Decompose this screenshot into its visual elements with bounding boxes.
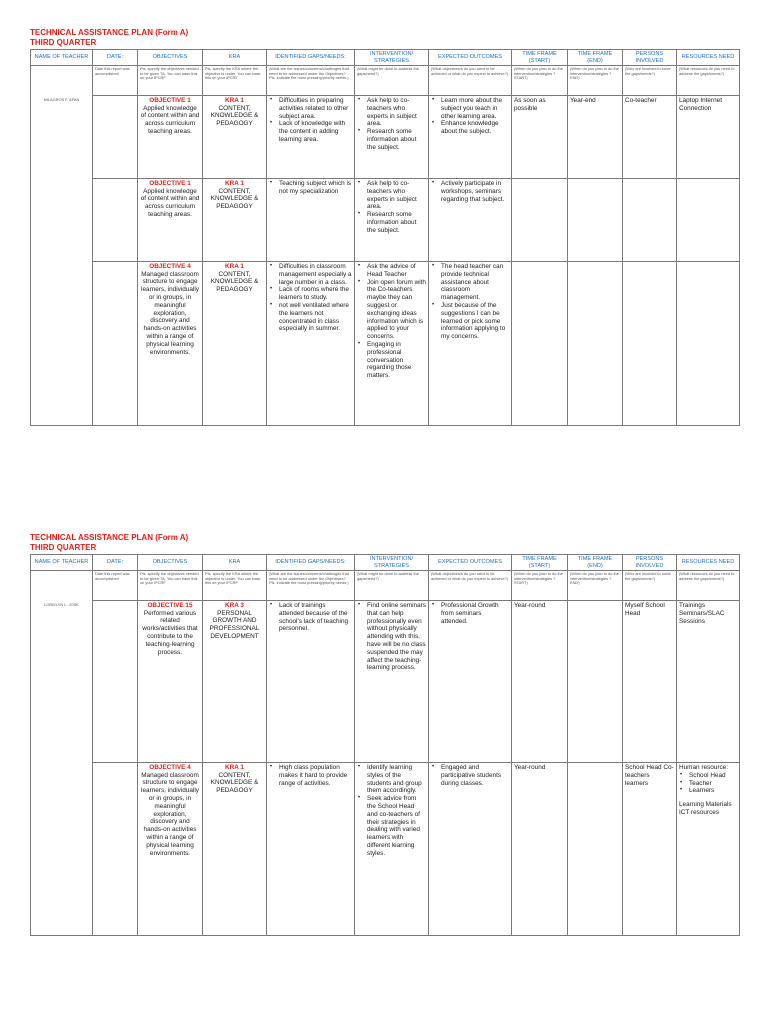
- desc-outcomes: (What objectives/s do you want to be achieved or what do you expect to achieve?): [429, 571, 512, 601]
- outcome-item: • Actively participate in workshops, seminars regarding that subject.: [441, 180, 509, 203]
- plan-table-2: [30, 554, 740, 936]
- header-persons: PERSONS INVOLVED: [623, 50, 677, 66]
- resources-cell: [677, 179, 740, 262]
- objective-title: OBJECTIVE 4: [149, 263, 191, 270]
- resources-cell: [677, 601, 740, 763]
- plan-quarter: THIRD QUARTER: [30, 38, 97, 47]
- header-resources: RESOURCES NEED: [677, 555, 740, 571]
- desc-gaps: (What are the issues/concerns/challenges that need to be addressed under the Objectives? Pls. indicate the most pressing/priority needs.): [267, 66, 355, 96]
- intervention-cell: [355, 179, 429, 262]
- intervention-item: • Ask help to co-teachers who experts in subject area.: [367, 180, 426, 211]
- header-kra: KRA: [203, 50, 267, 66]
- intervention-cell: [355, 601, 429, 763]
- header-gaps: IDENTIFIED GAPS/NEEDS:: [267, 50, 355, 66]
- objective-cell: [138, 96, 203, 179]
- end-value: Year-end: [570, 97, 596, 104]
- header-end: TIME FRAME (END): [568, 50, 623, 66]
- kra-cell: [203, 763, 267, 936]
- gap-item: • Teaching subject which is not my specialization: [279, 180, 352, 196]
- table-row: [31, 601, 740, 763]
- resources-intro: Human resource:: [679, 764, 729, 771]
- header-start: TIME FRAME (START): [512, 555, 568, 571]
- kra-title: KRA 3: [225, 602, 244, 609]
- gap-item: • Difficulties in classroom management especially a large number in a class.: [279, 263, 352, 286]
- kra-text: CONTENT, KNOWLEDGE & PEDAGOGY: [210, 270, 259, 294]
- desc-end: (When do you plan to do the intervention/strategies ? END): [568, 66, 623, 96]
- gap-item: • High class population makes it hard to provide range of activities.: [279, 764, 352, 787]
- intervention-item: • Ask help to co-teachers who experts in subject area.: [367, 97, 426, 128]
- resources-more: Learning Materials ICT resources: [679, 801, 732, 816]
- intervention-item: • Research some information about the subject.: [367, 128, 426, 151]
- header-teacher: NAME OF TEACHER: [31, 50, 93, 66]
- desc-end: (When do you plan to do the intervention/strategies ? END): [568, 571, 623, 601]
- header-intervention: INTERVENTION/ STRATEGIES: [355, 555, 429, 571]
- gap-item: • Lack of knowledge with the content in adding learning area.: [279, 120, 352, 143]
- desc-start: (When do you plan to do the intervention/strategies ? START): [512, 66, 568, 96]
- date-cell: [93, 601, 138, 763]
- date-cell: [93, 763, 138, 936]
- header-row: [31, 50, 740, 66]
- header-end: TIME FRAME (END): [568, 555, 623, 571]
- persons-cell: [623, 763, 677, 936]
- desc-intervention: (What might be done to address the gaps/need?): [355, 571, 429, 601]
- intervention-item: • Ask the advice of Head Teacher: [367, 263, 426, 279]
- plan-table-1: [30, 49, 740, 426]
- kra-cell: [203, 262, 267, 426]
- outcomes-cell: [429, 179, 512, 262]
- persons-cell: [623, 96, 677, 179]
- desc-outcomes: (What objectives/s do you want to be achieved or what do you expect to achieve?): [429, 66, 512, 96]
- kra-title: KRA 1: [225, 180, 244, 187]
- start-value: Year-round: [514, 764, 546, 771]
- desc-date: Date this report was accomplished: [93, 571, 138, 601]
- persons-cell: [623, 262, 677, 426]
- resources-cell: [677, 96, 740, 179]
- end-cell: [568, 96, 623, 179]
- outcomes-cell: [429, 763, 512, 936]
- header-row: [31, 555, 740, 571]
- desc-start: (When do you plan to do the intervention/strategies ? START): [512, 571, 568, 601]
- resource-item: • School Head: [689, 772, 737, 780]
- plan-title: TECHNICAL ASSISTANCE PLAN (Form A): [30, 533, 189, 542]
- desc-date: Date this report was accomplished: [93, 66, 138, 96]
- desc-kra: Pls. specify the KRA where the objective is under. You can base this on your IPCRF: [203, 571, 267, 601]
- start-cell: [512, 262, 568, 426]
- intervention-item: • Join open forum with the Co-teachers maybe they can suggest or exchanging ideas information which is applied to your concerns.: [367, 279, 426, 341]
- gaps-cell: [267, 601, 355, 763]
- objective-text: Managed classroom structure to engage learners, individually or in groups, in meaningful exploration, discovery and hands-on activities within a range of physical learning environments.: [141, 270, 199, 356]
- plan-section-1: [30, 28, 739, 426]
- gap-item: • Lack of rooms where the learners to study.: [279, 286, 352, 302]
- objective-title: OBJECTIVE 15: [147, 602, 193, 609]
- end-cell: [568, 179, 623, 262]
- teacher-name: MILAGROS F. AFAN: [31, 66, 93, 426]
- kra-cell: [203, 601, 267, 763]
- intervention-item: • Research some information about the subject.: [367, 211, 426, 234]
- start-value: As soon as possible: [514, 97, 546, 112]
- end-cell: [568, 262, 623, 426]
- start-cell: [512, 763, 568, 936]
- desc-objectives: Pls. specify the objectives needed to be given TA. You can base this on your IPCRF: [138, 66, 203, 96]
- date-cell: [93, 96, 138, 179]
- resources-value: Laptop Internet Connection: [679, 97, 722, 112]
- resources-cell: [677, 763, 740, 936]
- table-row: [31, 179, 740, 262]
- date-cell: [93, 179, 138, 262]
- start-cell: [512, 179, 568, 262]
- teacher-name: LORIELYN L. JOSE: [31, 571, 93, 936]
- outcomes-cell: [429, 96, 512, 179]
- gap-item: • Lack of trainings attended because of the school's lack of teaching personnel.: [279, 602, 352, 633]
- plan-quarter: THIRD QUARTER: [30, 543, 97, 552]
- objective-cell: [138, 262, 203, 426]
- intervention-cell: [355, 763, 429, 936]
- header-resources: RESOURCES NEED: [677, 50, 740, 66]
- kra-text: CONTENT, KNOWLEDGE & PEDAGOGY: [210, 104, 259, 128]
- header-outcomes: EXPECTED OUTCOMES: [429, 555, 512, 571]
- objective-text: Applied knowledge of content within and across curriculum teaching areas.: [140, 187, 200, 218]
- intervention-item: • Identify learning styles of the students and group them accordingly.: [367, 764, 426, 795]
- objective-title: OBJECTIVE 4: [149, 764, 191, 771]
- gaps-cell: [267, 262, 355, 426]
- kra-cell: [203, 179, 267, 262]
- header-teacher: NAME OF TEACHER: [31, 555, 93, 571]
- outcomes-cell: [429, 262, 512, 426]
- objective-title: OBJECTIVE 1: [149, 180, 191, 187]
- gaps-cell: [267, 179, 355, 262]
- header-date: DATE:: [93, 555, 138, 571]
- desc-intervention: (What might be done to address the gaps/need?): [355, 66, 429, 96]
- resources-cell: [677, 262, 740, 426]
- desc-resources: (What resources do you need to address the gaps/needs?): [677, 571, 740, 601]
- intervention-item: • Find online seminars that can help professionally even without physically attending with this, have will be no class suspended the may affect the teaching-learning process.: [367, 602, 426, 672]
- objective-text: Managed classroom structure to engage learners, individually or in groups, in meaningful exploration, discovery and hands-on activities within a range of physical learning environments.: [141, 771, 199, 857]
- intervention-cell: [355, 96, 429, 179]
- kra-title: KRA 1: [225, 97, 244, 104]
- outcome-item: • Just because of the suggestions I can be learned or pick some information applying to my concerns.: [441, 302, 509, 341]
- header-objectives: OBJECTIVES: [138, 50, 203, 66]
- desc-resources: (What resources do you need to address the gaps/needs?): [677, 66, 740, 96]
- table-row: [31, 763, 740, 936]
- gaps-cell: [267, 763, 355, 936]
- header-outcomes: EXPECTED OUTCOMES: [429, 50, 512, 66]
- persons-value: Myself School Head: [625, 602, 665, 617]
- kra-text: PERSONAL GROWTH AND PROFESSIONAL DEVELOPMENT: [209, 609, 260, 640]
- date-cell: [93, 262, 138, 426]
- plan-title: TECHNICAL ASSISTANCE PLAN (Form A): [30, 28, 189, 37]
- intervention-cell: [355, 262, 429, 426]
- end-cell: [568, 601, 623, 763]
- plan-section-2: [30, 533, 739, 936]
- persons-value: Co-teacher: [625, 97, 657, 104]
- desc-persons: (Who are involved to solve the gaps/needs?): [623, 571, 677, 601]
- objective-cell: [138, 179, 203, 262]
- kra-text: CONTENT, KNOWLEDGE & PEDAGOGY: [210, 771, 259, 795]
- description-row: [31, 66, 740, 96]
- persons-value: School Head Co-teachers learners: [625, 764, 674, 787]
- start-value: Year-round: [514, 602, 546, 609]
- desc-persons: (Who are involved to solve the gaps/needs?): [623, 66, 677, 96]
- persons-cell: [623, 179, 677, 262]
- end-cell: [568, 763, 623, 936]
- outcome-item: • Learn more about the subject you teach in other learning area.: [441, 97, 509, 120]
- table-row: [31, 96, 740, 179]
- header-intervention: INTERVENTION/ STRATEGIES: [355, 50, 429, 66]
- header-date: DATE:: [93, 50, 138, 66]
- start-cell: [512, 96, 568, 179]
- description-row: [31, 571, 740, 601]
- objective-text: Performed various related works/activities that contribute to the teaching-learning process.: [142, 609, 198, 656]
- desc-kra: Pls. specify the KRA where the objective is under. You can base this on your IPCRF: [203, 66, 267, 96]
- kra-title: KRA 1: [225, 263, 244, 270]
- desc-gaps: (What are the issues/concerns/challenges that need to be addressed under the Objectives? Pls. indicate the most pressing/priority needs.): [267, 571, 355, 601]
- desc-objectives: Pls. specify the objectives needed to be given TA. You can base this on your IPCRF: [138, 571, 203, 601]
- header-gaps: IDENTIFIED GAPS/NEEDS:: [267, 555, 355, 571]
- kra-title: KRA 1: [225, 764, 244, 771]
- objective-title: OBJECTIVE 1: [149, 97, 191, 104]
- gaps-cell: [267, 96, 355, 179]
- table-row: [31, 262, 740, 426]
- header-persons: PERSONS INVOLVED: [623, 555, 677, 571]
- header-start: TIME FRAME (START): [512, 50, 568, 66]
- outcome-item: • The head teacher can provide technical assistance about classroom management.: [441, 263, 509, 302]
- intervention-item: • Engaging in professional conversation regarding those matters.: [367, 341, 426, 380]
- outcome-item: • Professional Growth from seminars attended.: [441, 602, 509, 625]
- outcomes-cell: [429, 601, 512, 763]
- resources-value: Trainings Seminars/SLAC Sessions: [679, 602, 725, 625]
- start-cell: [512, 601, 568, 763]
- kra-cell: [203, 96, 267, 179]
- header-objectives: OBJECTIVES: [138, 555, 203, 571]
- outcome-item: • Enhance knowledge about the subject.: [441, 120, 509, 136]
- objective-cell: [138, 601, 203, 763]
- header-kra: KRA: [203, 555, 267, 571]
- gap-item: • Difficulties in preparing activities related to other subject area.: [279, 97, 352, 120]
- resource-item: • Teacher: [689, 780, 737, 788]
- gap-item: • not well ventilated where the learners not concentrated in class especially in summer.: [279, 302, 352, 333]
- resource-item: • Learners: [689, 787, 737, 795]
- objective-text: Applied knowledge of content within and across curriculum teaching areas.: [140, 104, 200, 135]
- outcome-item: • Engaged and participative students during classes.: [441, 764, 509, 787]
- kra-text: CONTENT, KNOWLEDGE & PEDAGOGY: [210, 187, 259, 211]
- persons-cell: [623, 601, 677, 763]
- objective-cell: [138, 763, 203, 936]
- intervention-item: • Seek advice from the School Head and co-teachers of their strategies in dealing with varied learners with different learning styles.: [367, 795, 426, 857]
